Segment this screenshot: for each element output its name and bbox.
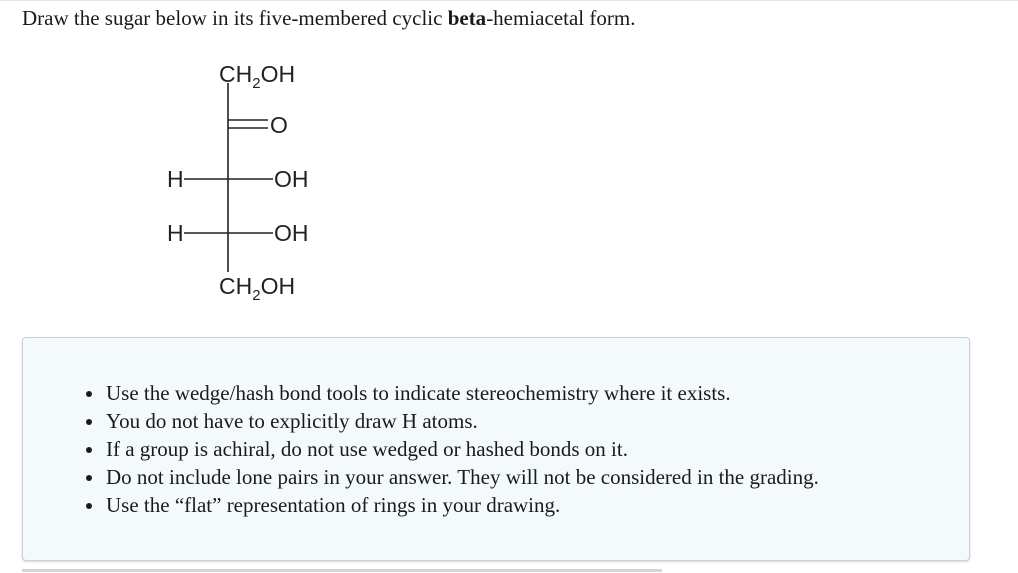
- row1-hydroxyl-label: OH: [274, 166, 309, 192]
- question-suffix: -hemiacetal form.: [486, 6, 636, 30]
- fischer-projection: [150, 52, 350, 312]
- row2-hydrogen-label: H: [167, 220, 184, 246]
- instruction-item: You do not have to explicitly draw H atoms.: [106, 407, 819, 435]
- question-prefix: Draw the sugar below in its five-membered cyclic: [22, 6, 448, 30]
- top-ch2oh-label: $CH_2OH$: [219, 61, 296, 92]
- bottom-ch2oh-label: $CH_2OH$: [219, 273, 296, 304]
- carbonyl-oxygen-label: O: [270, 112, 288, 138]
- instruction-item: Use the “flat” representation of rings in your drawing.: [106, 491, 819, 519]
- row2-hydroxyl-label: OH: [274, 220, 309, 246]
- question-emphasis: beta: [447, 6, 487, 30]
- bottom-divider: [22, 569, 662, 572]
- instructions-box: [22, 337, 970, 561]
- row1-hydrogen-label: H: [167, 166, 184, 192]
- fischer-projection-drawing: [150, 52, 350, 312]
- question-text: [22, 5, 635, 31]
- instruction-item: If a group is achiral, do not use wedged or hashed bonds on it.: [106, 435, 819, 463]
- instruction-item: Use the wedge/hash bond tools to indicate stereochemistry where it exists.: [106, 379, 819, 407]
- top-divider: [0, 0, 1018, 1]
- instructions-list: [83, 379, 819, 519]
- instruction-item: Do not include lone pairs in your answer. They will not be considered in the grading.: [106, 465, 819, 489]
